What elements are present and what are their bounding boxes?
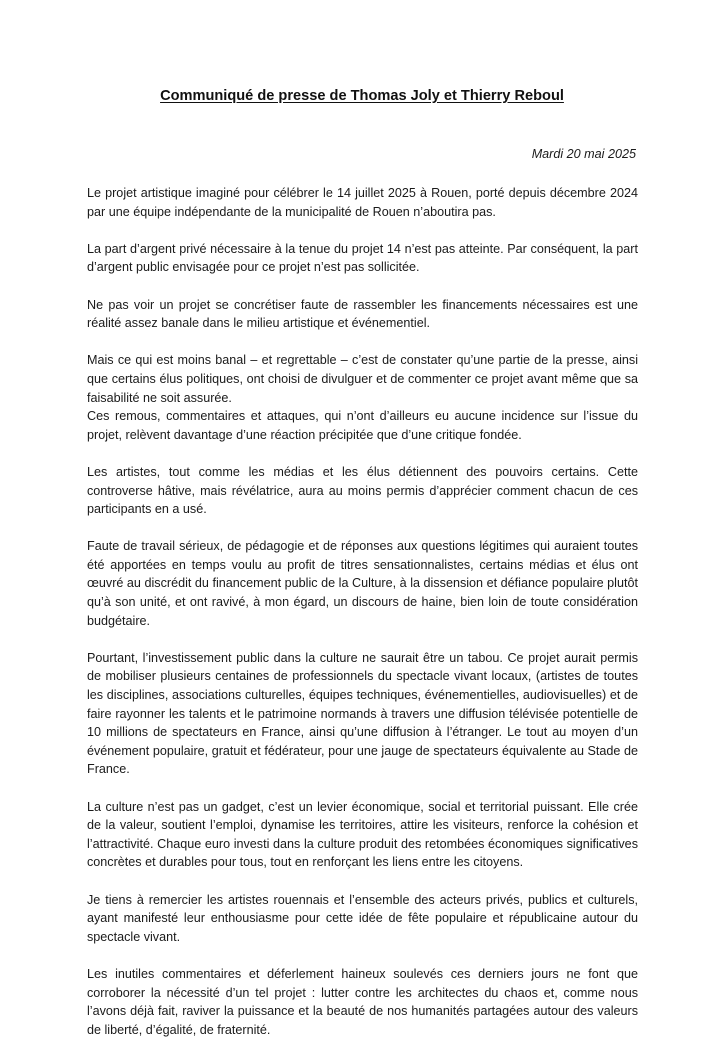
paragraph: Faute de travail sérieux, de pédagogie et de réponses aux questions légitimes qui auraient toutes été apportées en temps voulu au profit de titres sensationnalistes, certains médias et élus ont œuvré au discrédit du financement public de la Culture, à la dissension et défiance populaire plutôt qu’à son unité, et ont ravivé, à mon égard, un discours de haine, bien loin de toute considération budgétaire. bbox=[87, 539, 638, 628]
paragraph: La part d’argent privé nécessaire à la tenue du projet 14 n’est pas atteinte. Par conséquent, la part d’argent public envisagée pour ce projet n’est pas sollicitée. bbox=[87, 241, 638, 275]
paragraph: Les artistes, tout comme les médias et les élus détiennent des pouvoirs certains. Cette controverse hâtive, mais révélatrice, aura au moins permis d’apprécier comment chacun de ces participants en a usé. bbox=[87, 464, 638, 517]
paragraph: Le projet artistique imaginé pour célébrer le 14 juillet 2025 à Rouen, porté depuis décembre 2024 par une équipe indépendante de la municipalité de Rouen n’aboutira pas. bbox=[87, 186, 638, 219]
paragraph: Les inutiles commentaires et déferlement haineux soulevés ces derniers jours ne font que corroborer la nécessité d’un tel projet : lutter contre les architectes du chaos et, comme nous l’avons déjà fait, raviver la puissance et la beauté de nos humanités partagées autour des valeurs de liberté, d’égalité, de fraternité. bbox=[87, 966, 638, 1037]
document-body bbox=[87, 184, 638, 1058]
paragraph: La culture n’est pas un gadget, c’est un levier économique, social et territorial puissant. Elle crée de la valeur, soutient l’emploi, dynamise les territoires, attire les visiteurs, renforce la cohésion et l’attractivité. Chaque euro investi dans la culture produit des retombées économiques significatives concrètes et durables pour tous, tout en renforçant les liens entre les citoyens. bbox=[87, 799, 638, 870]
paragraph: Je tiens à remercier les artistes rouennais et l’ensemble des acteurs privés, publics et culturels, ayant manifesté leur enthousiasme pour cette idée de fête populaire et républicaine autour du spectacle vivant. bbox=[87, 892, 638, 944]
paragraph: Pourtant, l’investissement public dans la culture ne saurait être un tabou. Ce projet aurait permis de mobiliser plusieurs centaines de professionnels du spectacle vivant locaux, (artistes de toutes les disciplines, associations culturelles, équipes techniques, événementielles, audiovisuelles) et de faire rayonner les talents et le patrimoine normands à travers une diffusion télévisée potentielle de 10 millions de spectateurs en France, ainsi qu’une diffusion à l’étranger. Le tout au moyen d’un événement populaire, gratuit et fédérateur, pour une jauge de spectateurs équivalente au Stade de France. bbox=[87, 650, 638, 777]
paragraph: Ces remous, commentaires et attaques, qui n’ont d’ailleurs eu aucune incidence sur l’issue du projet, relèvent davantage d’une réaction précipitée que d’une critique fondée. bbox=[87, 409, 638, 442]
paragraph: Mais ce qui est moins banal – et regrettable – c’est de constater qu’une partie de la presse, ainsi que certains élus politiques, ont choisi de divulguer et de commenter ce projet avant même que sa faisabilité ne soit assurée. bbox=[87, 353, 638, 405]
document-title: Communiqué de presse de Thomas Joly et Thierry Reboul bbox=[160, 88, 564, 104]
paragraph: Ne pas voir un projet se concrétiser faute de rassembler les financements nécessaires est une réalité assez banale dans le milieu artistique et événementiel. bbox=[87, 297, 638, 331]
document-date: Mardi 20 mai 2025 bbox=[531, 147, 636, 161]
